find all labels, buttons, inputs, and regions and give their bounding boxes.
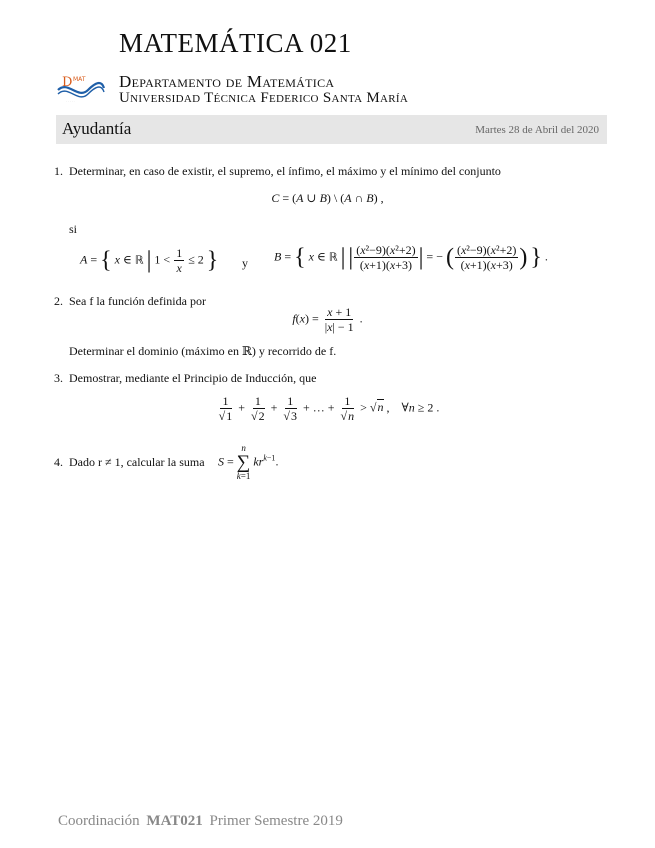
university-name: Universidad Técnica Federico Santa María — [119, 90, 409, 106]
problem-4-text: Dado r ≠ 1, calcular la suma — [69, 455, 205, 469]
footer-term: Primer Semestre 2019 — [209, 813, 343, 829]
department-name: Departamento de Matemática — [119, 72, 335, 91]
formula-sum: S = n ∑ k=1 $kr^{k-1}$. — [218, 443, 279, 481]
footer-course-code: MAT021 — [146, 813, 203, 829]
footer-prefix: Coordinación — [58, 813, 140, 829]
problem-1-number: 1. — [54, 164, 63, 178]
problem-1-text: Determinar, en caso de existir, el supremo, el ínfimo, el máximo y el mínimo del conjunto — [69, 164, 501, 178]
problem-2-text2: Determinar el dominio (máximo en ℝ) y recorrido de f. — [69, 344, 337, 358]
problem-1-si: si — [69, 222, 78, 236]
problem-1-y: y — [242, 256, 248, 270]
formula-set-b: B = { x ∈ ℝ | | $\frac{\text{(x²−9)(x²+2)}}{(x+1)(x+3)}$ | = − ( $\frac{\text{(x²−9)(x²+2)}}{(x+1)(x+3)}$ ) } . — [274, 243, 548, 272]
problem-2-number: 2. — [54, 294, 63, 308]
svg-text:MAT: MAT — [73, 76, 86, 83]
formula-set-c: C = (A ∪ B) \ (A ∩ B) , — [271, 191, 384, 205]
dmat-logo — [56, 72, 106, 104]
formula-induction: $\frac{1}{√1}$ + $\frac{1}{√2}$ + $\frac{1}{√3}$ + … + $\frac{1}{√n}$ > √n , ∀n ≥ 2 . — [218, 394, 440, 423]
problem-3-number: 3. — [54, 371, 63, 385]
svg-text:D: D — [62, 75, 73, 90]
formula-set-a: A = { x ∈ ℝ | 1 < $\frac{1}{x}$ ≤ 2 } — [80, 246, 219, 275]
problem-3-text: Demostrar, mediante el Principio de Inducción, que — [69, 371, 317, 385]
problem-4-number: 4. — [54, 455, 63, 469]
problem-2-text: Sea f la función definida por — [69, 294, 206, 308]
course-title: MATEMÁTICA 021 — [119, 28, 352, 58]
band-date: Martes 28 de Abril del 2020 — [475, 124, 599, 136]
band-title: Ayudantía — [62, 119, 132, 138]
footer — [58, 813, 343, 830]
svg-text:· · · · ·: · · · · · — [66, 99, 75, 103]
formula-function-f: f(x) = $\frac{x + 1}{|x| - 1}$ . — [292, 305, 363, 334]
